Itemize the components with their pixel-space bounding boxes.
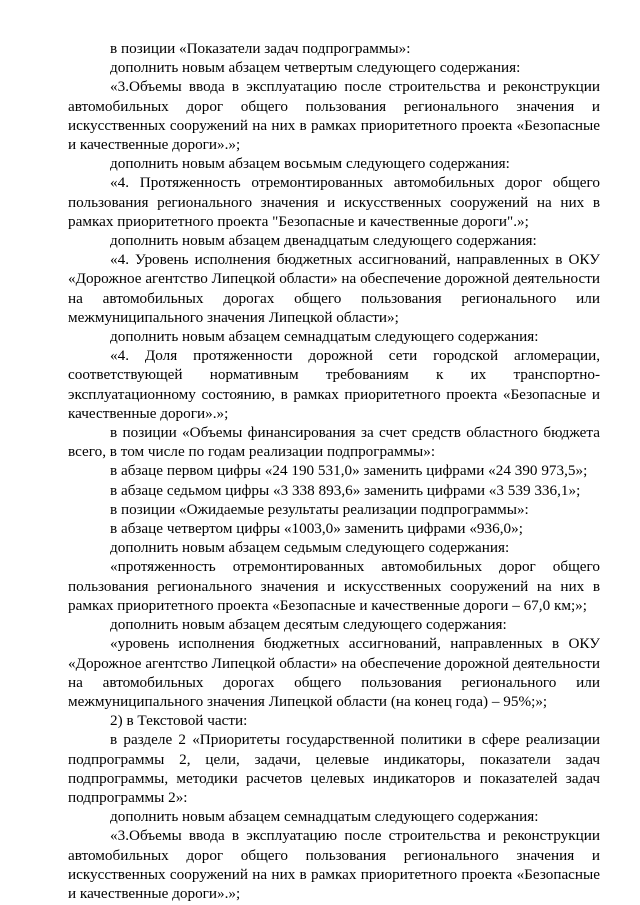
paragraph-21: дополнить новым абзацем семнадцатым следующего содержания: [110,808,539,826]
paragraph-1: в позиции «Показатели задач подпрограммы»: [110,40,411,57]
paragraph-14: в абзаце четвертом цифры «1003,0» заменить цифрами «936,0»; [110,520,523,538]
paragraph-9: «4. Доля протяженности дорожной сети городской агломерации, соответствующей нормативным требованиям к их транспортно-эксплуатационному состоянию, в рамках приоритетного проекта «Безопасные и качественные дороги».»; [68,347,600,422]
paragraph-19: 2) в Текстовой части: [110,712,248,730]
paragraph-17: дополнить новым абзацем десятым следующего содержания: [110,616,507,634]
paragraph-13: в позиции «Ожидаемые результаты реализации подпрограммы»: [110,500,529,518]
paragraph-6: дополнить новым абзацем двенадцатым следующего содержания: [110,232,537,250]
paragraph-5: «4. Протяженность отремонтированных автомобильных дорог общего пользования регионального значения и искусственных сооружений на них в рамках приоритетного проекта "Безопасные и качественные дороги".»; [68,174,600,230]
paragraph-22: «3.Объемы ввода в эксплуатацию после строительства и реконструкции автомобильных дорог общего пользования регионального значения и искусственных сооружений на них в рамках приоритетного проекта «Безопасные и качественные дороги».»; [68,827,600,902]
paragraph-4: дополнить новым абзацем восьмым следующего содержания: [110,155,510,173]
paragraph-12: в абзаце седьмом цифры «3 338 893,6» заменить цифрами «3 539 336,1»; [110,481,581,499]
paragraph-2: дополнить новым абзацем четвертым следующего содержания: [110,59,521,77]
document-page [68,39,600,903]
paragraph-18: «уровень исполнения бюджетных ассигнований, направленных в ОКУ «Дорожное агентство Липецкой области» на обеспечение дорожной деятельности на автомобильных дорогах общего пользования регионального или межмуниципального значения Липецкой области (на конец года) – 95%;»; [68,635,600,710]
paragraph-16: «протяженность отремонтированных автомобильных дорог общего пользования регионального значения и искусственных сооружений на них в рамках приоритетного проекта «Безопасные и качественные дороги – 67,0 км;»; [68,558,600,614]
paragraph-7: «4. Уровень исполнения бюджетных ассигнований, направленных в ОКУ «Дорожное агентство Липецкой области» на обеспечение дорожной деятельности на автомобильных дорогах общего пользования регионального или межмуниципального значения Липецкой области»; [68,251,600,326]
paragraph-20: в разделе 2 «Приоритеты государственной политики в сфере реализации подпрограммы 2, цели, задачи, целевые индикаторы, показатели задач подпрограммы, методики расчетов целевых индикаторов и показателей задач подпрограммы 2»: [68,731,600,806]
paragraph-15: дополнить новым абзацем седьмым следующего содержания: [110,539,510,557]
paragraph-10: в позиции «Объемы финансирования за счет средств областного бюджета всего, в том числе по годам реализации подпрограммы»: [68,424,600,461]
paragraph-8: дополнить новым абзацем семнадцатым следующего содержания: [110,328,539,346]
paragraph-3: «3.Объемы ввода в эксплуатацию после строительства и реконструкции автомобильных дорог общего пользования регионального значения и искусственных сооружений на них в рамках приоритетного проекта «Безопасные и качественные дороги».»; [68,78,600,154]
paragraph-11: в абзаце первом цифры «24 190 531,0» заменить цифрами «24 390 973,5»; [110,462,588,480]
